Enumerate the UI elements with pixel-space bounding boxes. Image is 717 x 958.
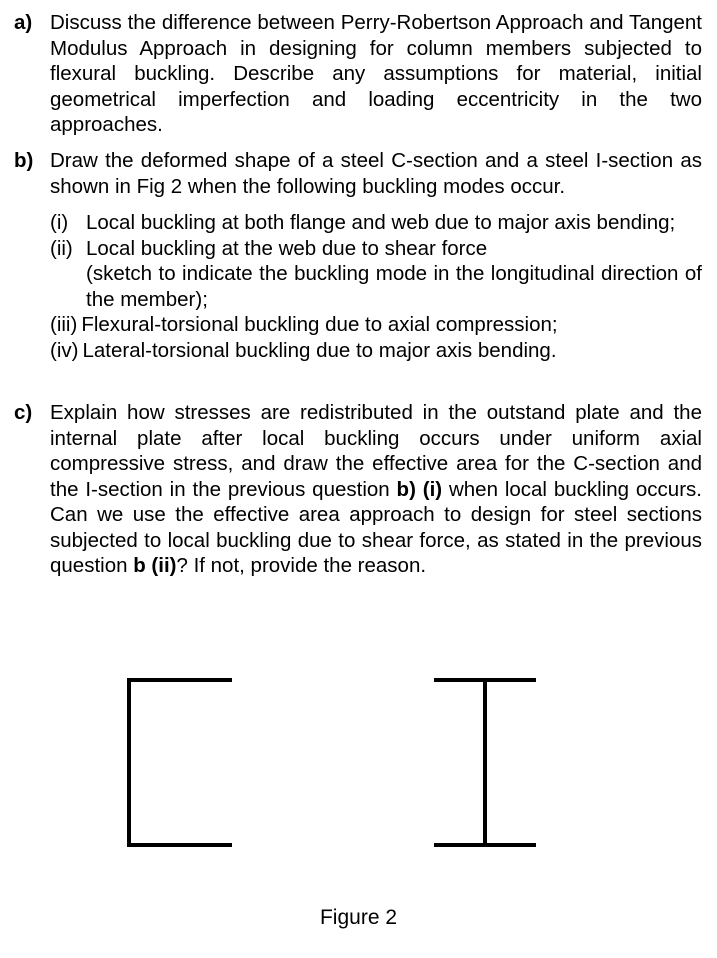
question-c-text-part-1: Explain how stresses are redistributed in the outstand plate and the internal plate after local buckling occurs under uniform axial compressive stress, and draw the effective area for the C-section and the I-section in the previous question bbox=[50, 401, 702, 501]
question-b-item-iv bbox=[50, 338, 702, 364]
item-text: Local buckling at the web due to shear force bbox=[86, 236, 488, 260]
item-text: Local buckling at both flange and web due to major axis bending; bbox=[86, 211, 676, 234]
item-number: (iv) bbox=[50, 338, 79, 362]
figure-2 bbox=[0, 660, 717, 860]
question-b-items bbox=[50, 210, 702, 363]
item-text: Lateral-torsional buckling due to major axis bending. bbox=[82, 338, 557, 362]
question-b-item-ii bbox=[50, 236, 702, 313]
question-b-text: Draw the deformed shape of a steel C-section and a steel I-section as shown in Fig 2 when the following buckling modes occur. bbox=[50, 149, 702, 198]
question-b-label: b) bbox=[14, 149, 34, 172]
question-c-text bbox=[50, 400, 702, 579]
question-b-item-iii bbox=[50, 312, 702, 338]
item-number: (i) bbox=[50, 211, 69, 234]
question-b-item-i bbox=[50, 210, 702, 236]
question-a-label: a) bbox=[14, 11, 33, 34]
item-text-continuation: (sketch to indicate the buckling mode in the longitudinal direction of the member); bbox=[86, 262, 702, 311]
question-b bbox=[14, 148, 702, 363]
question-a bbox=[14, 10, 702, 138]
item-text-wrap bbox=[86, 236, 702, 313]
question-c-text-part-3: ? If not, provide the reason. bbox=[176, 554, 427, 577]
question-c-reference-2: b (ii) bbox=[133, 554, 177, 577]
i-section bbox=[434, 680, 536, 845]
question-c bbox=[14, 400, 702, 579]
item-number: (ii) bbox=[50, 236, 73, 260]
item-text: Flexural-torsional buckling due to axial compression; bbox=[81, 313, 558, 336]
c-section bbox=[129, 680, 232, 845]
figure-caption: Figure 2 bbox=[319, 906, 398, 929]
question-c-reference-1: b) (i) bbox=[396, 477, 443, 501]
question-c-label: c) bbox=[14, 401, 33, 424]
question-c-text-part-2: when local buckling occurs. Can we use the effective area approach to design for steel sections subjected to local buckling due to shear force, as stated in the previous question bbox=[50, 477, 702, 577]
item-number: (iii) bbox=[50, 313, 78, 336]
c-section-outline bbox=[129, 680, 232, 845]
question-a-text: Discuss the difference between Perry-Robertson Approach and Tangent Modulus Approach in designing for column members subjected to flexural buckling. Describe any assumptions for material, initial geometrical imperfection and loading eccentricity in the two approaches. bbox=[50, 11, 702, 136]
